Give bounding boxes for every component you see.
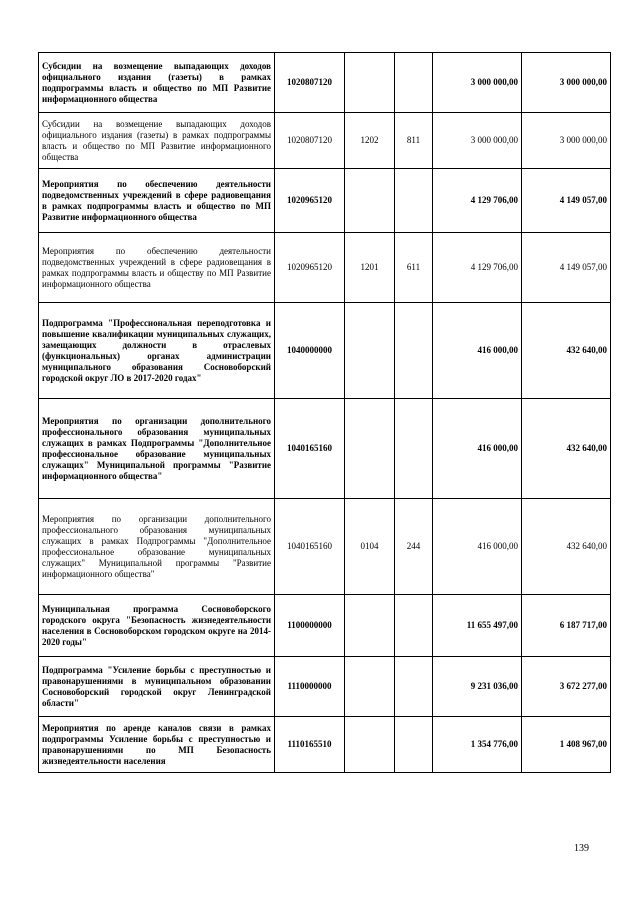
row-target-code: 1020965120 <box>275 169 345 233</box>
row-amount-year2: 432 640,00 <box>522 499 611 595</box>
row-section-code <box>345 595 395 657</box>
row-amount-year2: 3 000 000,00 <box>522 113 611 169</box>
row-expense-type: 811 <box>395 113 433 169</box>
row-expense-type <box>395 595 433 657</box>
row-expense-type <box>395 303 433 399</box>
row-expense-type <box>395 53 433 113</box>
table-row <box>39 657 611 717</box>
row-amount-year1: 4 129 706,00 <box>433 233 522 303</box>
row-amount-year2: 4 149 057,00 <box>522 233 611 303</box>
table-row <box>39 169 611 233</box>
row-name: Подпрограмма "Профессиональная переподготовка и повышение квалификации муниципальных служащих, замещающих должности в отраслевых (функциональных) органах администрации муниципального образования Сосновоборский городской округ ЛО в 2017-2020 годах" <box>39 303 275 399</box>
row-expense-type <box>395 399 433 499</box>
row-name: Мероприятия по организации дополнительного профессионального образования муниципальных служащих в рамках Подпрограммы "Дополнительное профессиональное образование муниципальных служащих" Муниципальной программы "Развитие информационного общества" <box>39 499 275 595</box>
row-name: Подпрограмма "Усиление борьбы с преступностью и правонарушениями в муниципальном образовании Сосновоборский городской округ Ленинградской области" <box>39 657 275 717</box>
row-amount-year1: 11 655 497,00 <box>433 595 522 657</box>
row-section-code <box>345 657 395 717</box>
row-target-code: 1020807120 <box>275 53 345 113</box>
row-expense-type <box>395 657 433 717</box>
row-amount-year2: 3 672 277,00 <box>522 657 611 717</box>
row-target-code: 1020807120 <box>275 113 345 169</box>
budget-table-body <box>39 53 611 773</box>
row-target-code: 1100000000 <box>275 595 345 657</box>
row-amount-year2: 1 408 967,00 <box>522 717 611 773</box>
row-expense-type <box>395 169 433 233</box>
row-amount-year1: 416 000,00 <box>433 303 522 399</box>
row-target-code: 1040165160 <box>275 499 345 595</box>
table-row <box>39 399 611 499</box>
row-amount-year1: 3 000 000,00 <box>433 113 522 169</box>
row-amount-year1: 3 000 000,00 <box>433 53 522 113</box>
row-name: Мероприятия по аренде каналов связи в рамках подпрограммы Усиление борьбы с преступностью и правонарушениями по МП Безопасность жизнедеятельности населения <box>39 717 275 773</box>
table-row <box>39 499 611 595</box>
row-amount-year2: 6 187 717,00 <box>522 595 611 657</box>
row-amount-year1: 1 354 776,00 <box>433 717 522 773</box>
row-section-code <box>345 399 395 499</box>
row-section-code: 1202 <box>345 113 395 169</box>
budget-table <box>38 52 611 773</box>
row-amount-year1: 416 000,00 <box>433 499 522 595</box>
page-number: 139 <box>574 843 589 854</box>
row-target-code: 1040000000 <box>275 303 345 399</box>
row-amount-year2: 432 640,00 <box>522 303 611 399</box>
row-name: Муниципальная программа Сосновоборского городского округа "Безопасность жизнедеятельности населения в Сосновоборском городском округе на 2014-2020 годы" <box>39 595 275 657</box>
row-section-code <box>345 53 395 113</box>
row-section-code <box>345 303 395 399</box>
row-expense-type <box>395 717 433 773</box>
row-expense-type: 244 <box>395 499 433 595</box>
table-row <box>39 717 611 773</box>
row-amount-year2: 432 640,00 <box>522 399 611 499</box>
row-section-code <box>345 169 395 233</box>
row-section-code: 0104 <box>345 499 395 595</box>
row-amount-year2: 4 149 057,00 <box>522 169 611 233</box>
table-row <box>39 595 611 657</box>
table-row <box>39 233 611 303</box>
row-amount-year1: 9 231 036,00 <box>433 657 522 717</box>
row-section-code <box>345 717 395 773</box>
table-row <box>39 303 611 399</box>
row-expense-type: 611 <box>395 233 433 303</box>
row-amount-year2: 3 000 000,00 <box>522 53 611 113</box>
row-target-code: 1110000000 <box>275 657 345 717</box>
row-amount-year1: 416 000,00 <box>433 399 522 499</box>
table-row <box>39 53 611 113</box>
row-name: Мероприятия по обеспечению деятельности подведомственных учреждений в сфере радиовещания в рамках подпрограммы власть и общество по МП Развитие информационного общества <box>39 169 275 233</box>
row-target-code: 1040165160 <box>275 399 345 499</box>
row-name: Субсидии на возмещение выпадающих доходов официального издания (газеты) в рамках подпрограммы власть и общество по МП Развитие информационного общества <box>39 53 275 113</box>
table-row <box>39 113 611 169</box>
row-target-code: 1020965120 <box>275 233 345 303</box>
row-name: Мероприятия по организации дополнительного профессионального образования муниципальных служащих в рамках Подпрограммы "Дополнительное профессиональное образование муниципальных служащих" Муниципальной программы "Развитие информационного общества" <box>39 399 275 499</box>
row-amount-year1: 4 129 706,00 <box>433 169 522 233</box>
row-section-code: 1201 <box>345 233 395 303</box>
row-target-code: 1110165510 <box>275 717 345 773</box>
row-name: Субсидии на возмещение выпадающих доходов официального издания (газеты) в рамках подпрограммы власть и общество по МП Развитие информационного общества <box>39 113 275 169</box>
row-name: Мероприятия по обеспечению деятельности подведомственных учреждений в сфере радиовещания в рамках подпрограммы власть и обществу по МП Развитие информационного общества <box>39 233 275 303</box>
